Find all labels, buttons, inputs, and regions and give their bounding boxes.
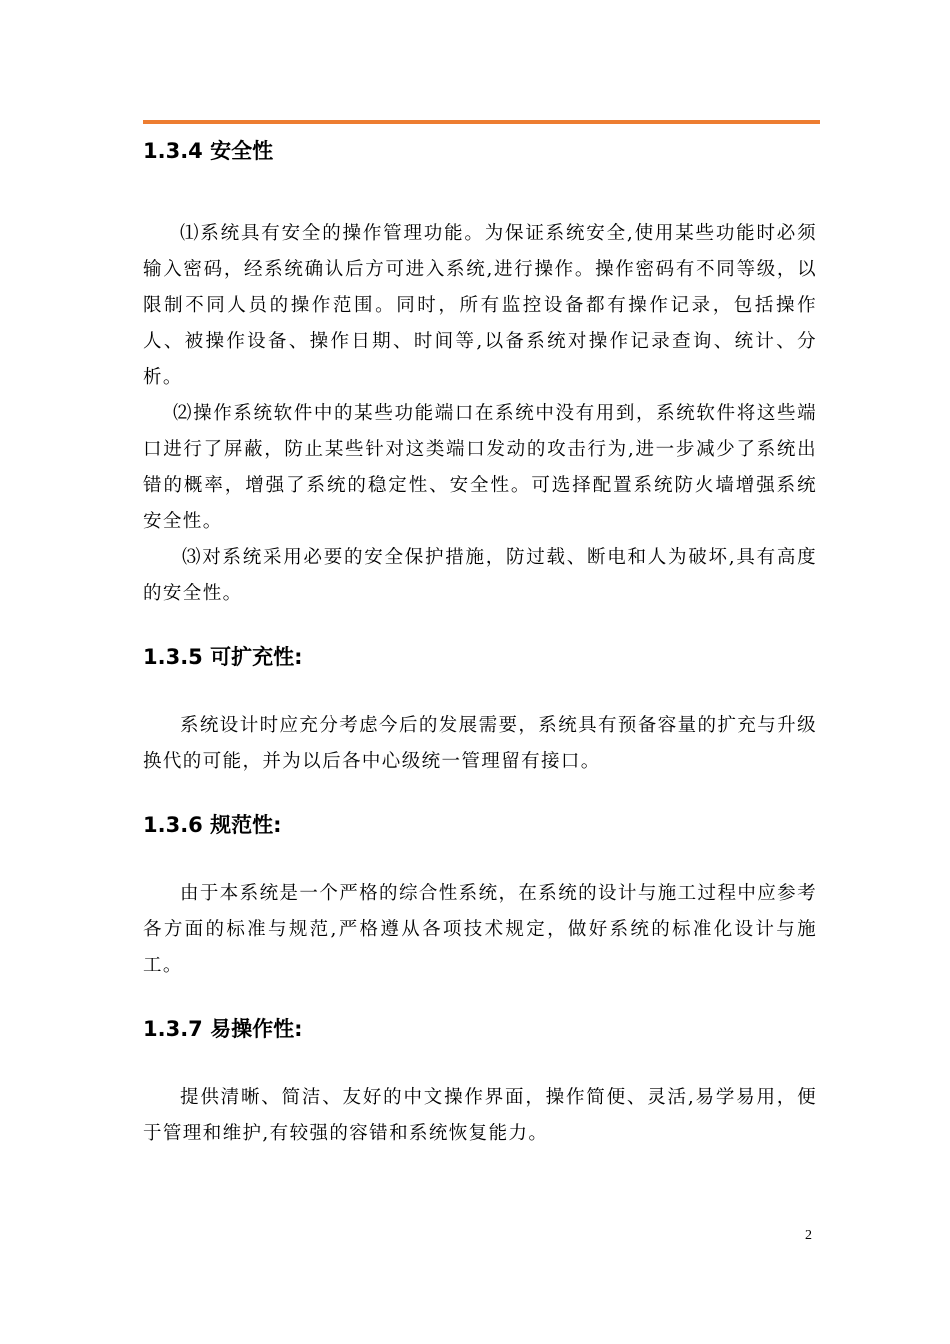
security-paragraph-3: ⑶对系统采用必要的安全保护措施，防过载、断电和人为破坏,具有高度的安全性。 (143, 547, 817, 604)
security-paragraph-1: ⑴系统具有安全的操作管理功能。为保证系统安全,使用某些功能时必须输入密码，经系统确认后方可进入系统,进行操作。操作密码有不同等级，以限制不同人员的操作范围。同时，所有监控设备都有操作记录，包括操作人、被操作设备、操作日期、时间等,以备系统对操作记录查询、统计、分析。 (143, 223, 817, 388)
header-rule (143, 120, 820, 124)
section-heading-security: 1.3.4 安全性 (143, 139, 274, 163)
page-number: 2 (805, 1228, 812, 1243)
section-heading-usability: 1.3.7 易操作性: (143, 1017, 303, 1041)
page-content (143, 128, 817, 1152)
section-heading-scalability: 1.3.5 可扩充性: (143, 645, 303, 669)
security-paragraph-2: ⑵操作系统软件中的某些功能端口在系统中没有用到，系统软件将这些端口进行了屏蔽，防止某些针对这类端口发动的攻击行为,进一步减少了系统出错的概率，增强了系统的稳定性、安全性。可选择配置系统防火墙增强系统安全性。 (143, 403, 817, 532)
usability-paragraph: 提供清晰、简洁、友好的中文操作界面，操作简便、灵活,易学易用，便于管理和维护,有较强的容错和系统恢复能力。 (143, 1087, 817, 1144)
scalability-paragraph: 系统设计时应充分考虑今后的发展需要，系统具有预备容量的扩充与升级换代的可能，并为以后各中心级统一管理留有接口。 (143, 715, 817, 772)
standardization-paragraph: 由于本系统是一个严格的综合性系统，在系统的设计与施工过程中应参考各方面的标准与规范,严格遵从各项技术规定，做好系统的标准化设计与施工。 (143, 883, 817, 976)
section-heading-standardization: 1.3.6 规范性: (143, 813, 282, 837)
